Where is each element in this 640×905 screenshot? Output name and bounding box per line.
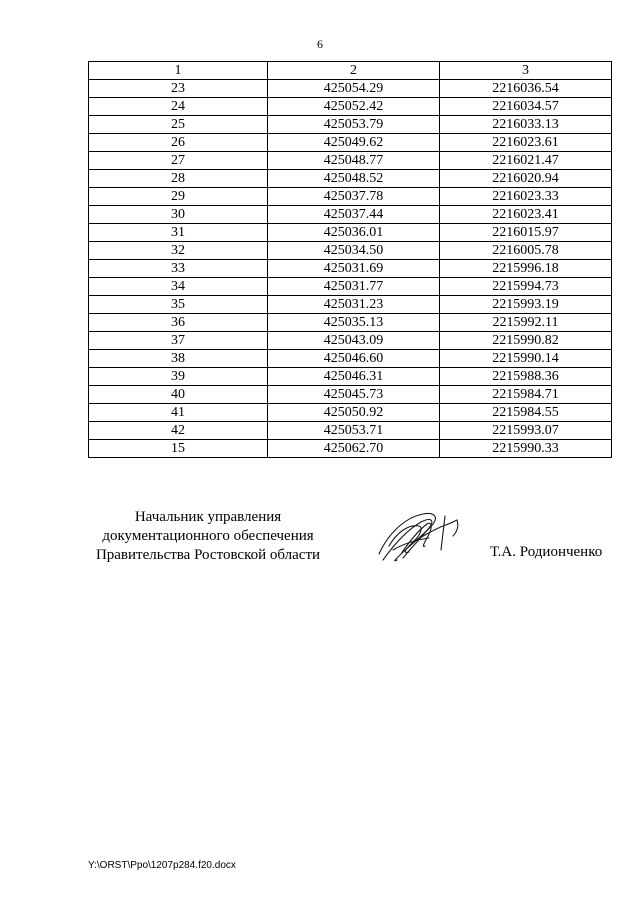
column-header: 2 <box>268 62 440 80</box>
table-row <box>89 260 612 278</box>
table-cell: 425034.50 <box>268 242 440 260</box>
table-cell: 41 <box>89 404 268 422</box>
table-cell: 2216023.33 <box>440 188 612 206</box>
table-cell: 425053.79 <box>268 116 440 134</box>
table-cell: 425031.23 <box>268 296 440 314</box>
table-cell: 425062.70 <box>268 440 440 458</box>
table-cell: 425036.01 <box>268 224 440 242</box>
table-cell: 425035.13 <box>268 314 440 332</box>
table-row <box>89 170 612 188</box>
table-row <box>89 332 612 350</box>
table-cell: 37 <box>89 332 268 350</box>
table-cell: 2215992.11 <box>440 314 612 332</box>
page-number: 6 <box>317 37 323 51</box>
table-cell: 425031.69 <box>268 260 440 278</box>
table-cell: 425054.29 <box>268 80 440 98</box>
table-row <box>89 278 612 296</box>
table-row <box>89 134 612 152</box>
table-cell: 38 <box>89 350 268 368</box>
table-row <box>89 152 612 170</box>
table-row <box>89 422 612 440</box>
table-cell: 35 <box>89 296 268 314</box>
table-cell: 2216015.97 <box>440 224 612 242</box>
table-row <box>89 440 612 458</box>
table-cell: 23 <box>89 80 268 98</box>
table-header-row <box>89 62 612 80</box>
table-cell: 425053.71 <box>268 422 440 440</box>
handwritten-signature <box>373 506 469 570</box>
signatory-title-line: Начальник управления <box>134 509 282 525</box>
table-cell: 2216005.78 <box>440 242 612 260</box>
file-path-footer: Y:\ORST\Ppo\1207p284.f20.docx <box>88 860 236 871</box>
table-cell: 2215984.55 <box>440 404 612 422</box>
table-row <box>89 206 612 224</box>
table-cell: 2216034.57 <box>440 98 612 116</box>
table-cell: 2215996.18 <box>440 260 612 278</box>
table-cell: 2215993.19 <box>440 296 612 314</box>
table-cell: 2215990.82 <box>440 332 612 350</box>
signatory-title-line: Правительства Ростовской области <box>95 547 321 563</box>
table-cell: 2215988.36 <box>440 368 612 386</box>
table-cell: 425043.09 <box>268 332 440 350</box>
table-cell: 425050.92 <box>268 404 440 422</box>
table-row <box>89 314 612 332</box>
table-cell: 42 <box>89 422 268 440</box>
column-header: 1 <box>89 62 268 80</box>
signatory-title <box>88 508 328 565</box>
table-cell: 2215993.07 <box>440 422 612 440</box>
table-row <box>89 188 612 206</box>
table-cell: 2216023.61 <box>440 134 612 152</box>
table-cell: 36 <box>89 314 268 332</box>
table-row <box>89 98 612 116</box>
table-cell: 28 <box>89 170 268 188</box>
table-cell: 26 <box>89 134 268 152</box>
table-cell: 425046.31 <box>268 368 440 386</box>
coordinates-table <box>88 61 612 458</box>
table-row <box>89 80 612 98</box>
table-cell: 40 <box>89 386 268 404</box>
table-cell: 425049.62 <box>268 134 440 152</box>
table-cell: 34 <box>89 278 268 296</box>
table-cell: 27 <box>89 152 268 170</box>
table-cell: 425046.60 <box>268 350 440 368</box>
table-cell: 24 <box>89 98 268 116</box>
table-cell: 2215994.73 <box>440 278 612 296</box>
table-cell: 2216020.94 <box>440 170 612 188</box>
table-cell: 425037.78 <box>268 188 440 206</box>
table-row <box>89 368 612 386</box>
table-row <box>89 224 612 242</box>
table-row <box>89 296 612 314</box>
table-cell: 15 <box>89 440 268 458</box>
table-row <box>89 386 612 404</box>
table-cell: 2216036.54 <box>440 80 612 98</box>
table-row <box>89 404 612 422</box>
column-header: 3 <box>440 62 612 80</box>
table-cell: 2216033.13 <box>440 116 612 134</box>
table-cell: 2216023.41 <box>440 206 612 224</box>
table-cell: 39 <box>89 368 268 386</box>
table-cell: 2216021.47 <box>440 152 612 170</box>
table-cell: 29 <box>89 188 268 206</box>
table-row <box>89 116 612 134</box>
table-cell: 425048.77 <box>268 152 440 170</box>
table-cell: 2215990.14 <box>440 350 612 368</box>
table-cell: 33 <box>89 260 268 278</box>
table-cell: 425045.73 <box>268 386 440 404</box>
table-cell: 25 <box>89 116 268 134</box>
table-cell: 425048.52 <box>268 170 440 188</box>
table-cell: 2215984.71 <box>440 386 612 404</box>
signatory-title-line: документационного обеспечения <box>102 528 314 544</box>
table-row <box>89 350 612 368</box>
table-cell: 30 <box>89 206 268 224</box>
table-row <box>89 242 612 260</box>
table-cell: 32 <box>89 242 268 260</box>
table-cell: 31 <box>89 224 268 242</box>
table-cell: 425052.42 <box>268 98 440 116</box>
table-cell: 2215990.33 <box>440 440 612 458</box>
table-cell: 425031.77 <box>268 278 440 296</box>
table-cell: 425037.44 <box>268 206 440 224</box>
signatory-name: Т.А. Родионченко <box>490 544 603 560</box>
